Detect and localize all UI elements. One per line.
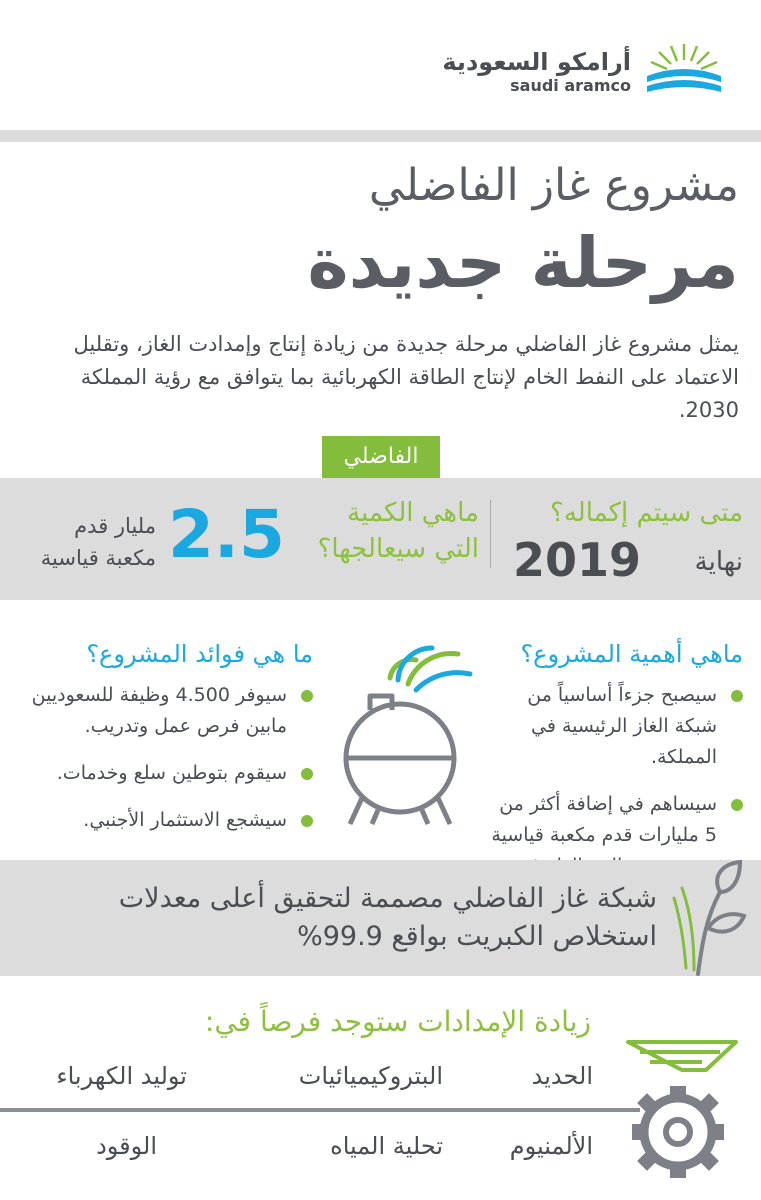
opportunity-petrochemicals: البتروكيميائيات bbox=[298, 1062, 443, 1090]
quantity-question-line2: التي سيعالجها؟ bbox=[317, 534, 479, 564]
quantity-question-line1: ماهي الكمية bbox=[347, 498, 479, 528]
opportunity-fuel: الوقود bbox=[96, 1132, 157, 1160]
benefits-list bbox=[13, 680, 313, 852]
bullet-icon bbox=[731, 799, 743, 811]
opportunity-power-generation: توليد الكهرباء bbox=[56, 1062, 187, 1090]
list-item: سيساهم في إضافة أكثر من 5 مليارات قدم مكعبة قياسية bbox=[483, 789, 743, 913]
gear-icon bbox=[610, 1036, 750, 1186]
quantity-unit-line2: مكعبة قياسية bbox=[40, 546, 156, 570]
logo-english-text: saudi aramco bbox=[510, 76, 631, 95]
opportunities-heading: زيادة الإمدادات ستوجد فرصاً في: bbox=[204, 1005, 591, 1038]
bullet-icon bbox=[301, 768, 313, 780]
logo-arabic-text: أرامكو السعودية bbox=[442, 48, 631, 76]
bullet-icon bbox=[301, 690, 313, 702]
page-subtitle: مرحلة جديدة bbox=[307, 222, 739, 304]
bullet-icon bbox=[731, 690, 743, 702]
bullet-icon bbox=[301, 815, 313, 827]
importance-heading: ماهي أهمية المشروع؟ bbox=[520, 640, 743, 668]
quantity-unit-line1: مليار قدم bbox=[74, 514, 156, 538]
list-item: سيوفر 4.500 وظيفة للسعوديين مابين فرص عمل وتدريب. bbox=[13, 680, 313, 742]
opportunity-aluminum: الألمنيوم bbox=[509, 1132, 593, 1160]
opportunity-water-desalination: تحلية المياه bbox=[330, 1132, 443, 1160]
when-question: متى سيتم إكماله؟ bbox=[550, 498, 743, 528]
plant-leaf-icon bbox=[668, 858, 748, 978]
list-item: سيشجع الاستثمار الأجنبي. bbox=[13, 805, 313, 836]
project-tag: الفاضلي bbox=[322, 436, 440, 478]
list-item: سيصبح جزءاً أساسياً من شبكة الغاز الرئيسية في المملكة. bbox=[483, 680, 743, 773]
aramco-logo-icon bbox=[641, 40, 727, 98]
when-label: نهاية bbox=[694, 547, 743, 577]
intro-paragraph: يمثل مشروع غاز الفاضلي مرحلة جديدة من زيادة إنتاج وإمدادت الغاز، وتقليل الاعتماد على النفط الخام لإنتاج الطاقة الكهربائية بما يتوافق مع رؤية المملكة 2030. bbox=[73, 332, 739, 422]
sulfur-statement: شبكة غاز الفاضلي مصممة لتحقيق أعلى معدلات استخلاص الكبريت بواقع 99.9% bbox=[118, 883, 657, 952]
completion-year: 2019 bbox=[512, 533, 641, 587]
gas-tank-icon bbox=[320, 640, 480, 830]
top-divider-band bbox=[0, 130, 761, 142]
benefits-heading: ما هي فوائد المشروع؟ bbox=[86, 640, 313, 668]
opportunities-divider-line bbox=[0, 1108, 640, 1112]
opportunity-iron: الحديد bbox=[531, 1062, 593, 1090]
page-title: مشروع غاز الفاضلي bbox=[368, 160, 739, 211]
quantity-value: 2.5 bbox=[168, 496, 285, 573]
stats-divider bbox=[490, 500, 491, 568]
list-item: سيقوم بتوطين سلع وخدمات. bbox=[13, 758, 313, 789]
